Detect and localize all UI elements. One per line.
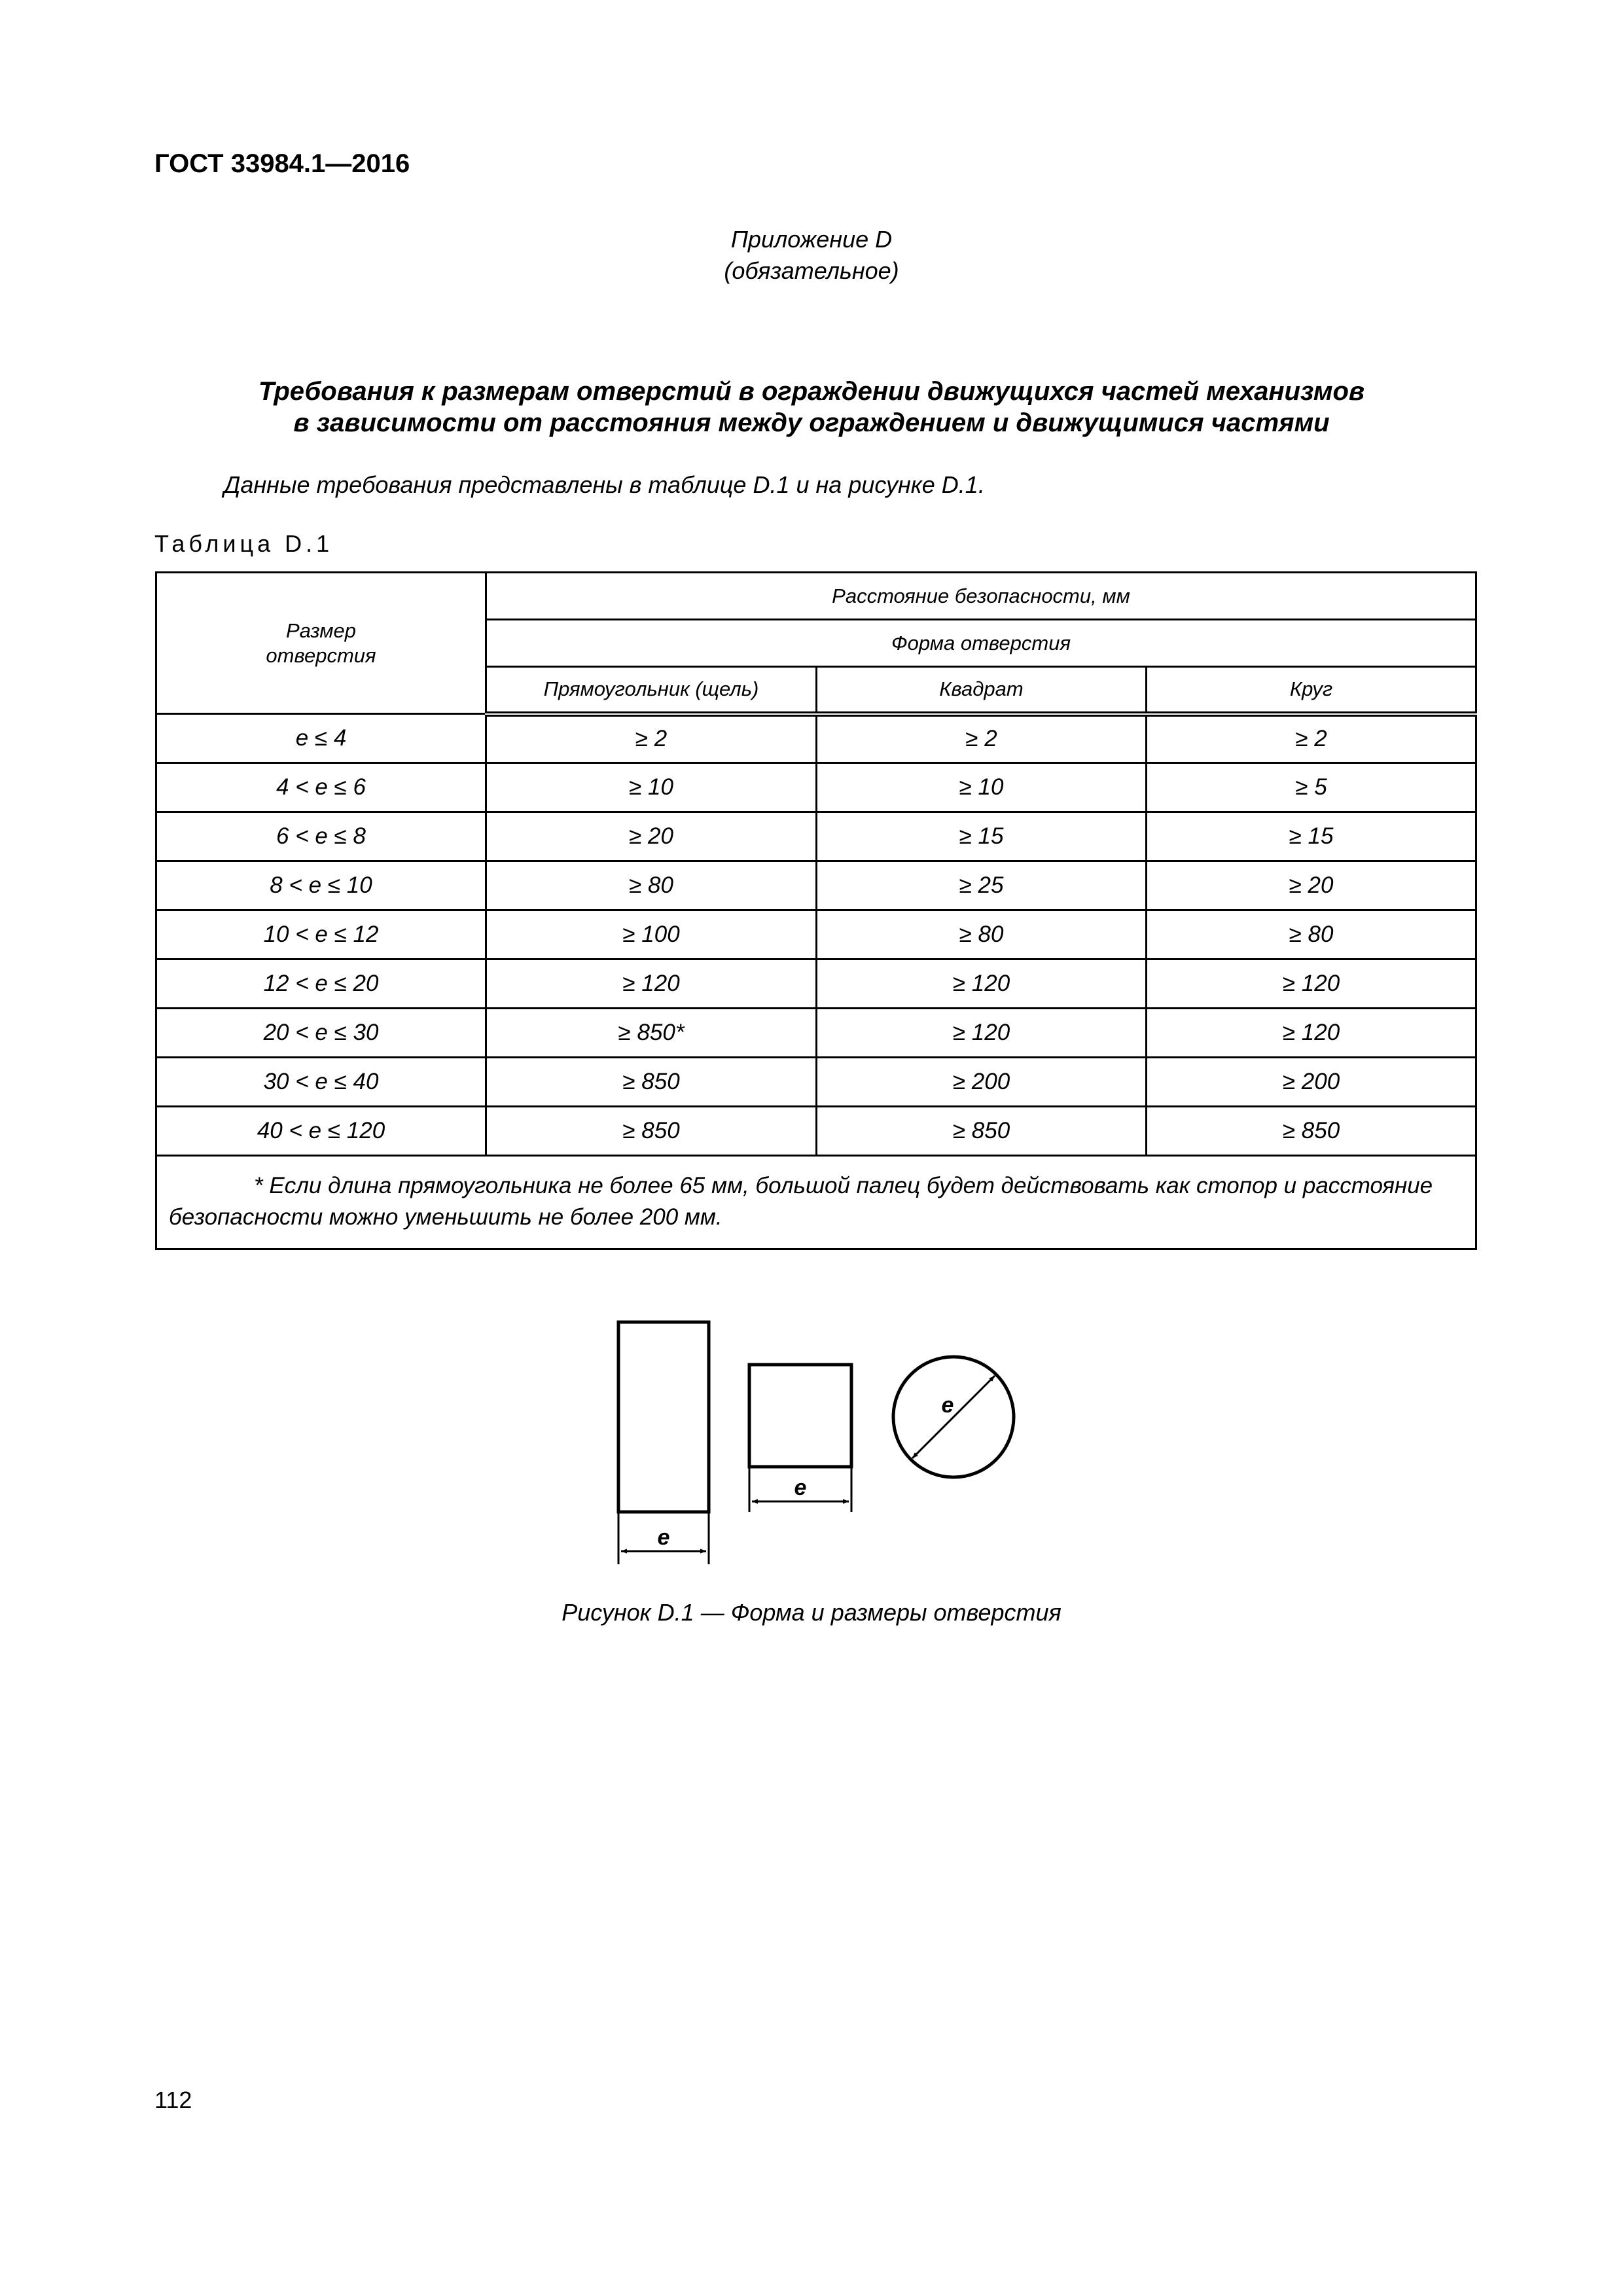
cell-opening-size: 30 < e ≤ 40: [156, 1058, 486, 1107]
section-heading-line-2: в зависимости от расстояния между ограждением и движущимися частями: [293, 408, 1330, 437]
cell-square-distance: ≥ 120: [817, 960, 1147, 1009]
cell-rectangle-distance: ≥ 850*: [486, 1009, 817, 1058]
cell-circle-distance: ≥ 2: [1147, 714, 1476, 763]
cell-circle-distance: ≥ 120: [1147, 960, 1476, 1009]
cell-square-distance: ≥ 80: [817, 910, 1147, 960]
cell-square-distance: ≥ 10: [817, 763, 1147, 812]
column-header-circle: Круг: [1147, 667, 1476, 714]
requirements-table: [155, 571, 1477, 1250]
cell-rectangle-distance: ≥ 850: [486, 1107, 817, 1156]
cell-opening-size: 4 < e ≤ 6: [156, 763, 486, 812]
cell-rectangle-distance: ≥ 80: [486, 861, 817, 910]
intro-paragraph: Данные требования представлены в таблице D.1 и на рисунке D.1.: [224, 471, 985, 498]
cell-square-distance: ≥ 2: [817, 714, 1147, 763]
table-row: [156, 1107, 1476, 1156]
cell-rectangle-distance: ≥ 2: [486, 714, 817, 763]
table-footnote: [156, 1156, 1476, 1249]
figure-caption: Рисунок D.1 — Форма и размеры отверстия: [562, 1599, 1061, 1626]
cell-circle-distance: ≥ 20: [1147, 861, 1476, 910]
table-row: [156, 960, 1476, 1009]
rectangle-dim-label: e: [657, 1525, 670, 1550]
column-header-square: Квадрат: [817, 667, 1147, 714]
cell-opening-size: 10 < e ≤ 12: [156, 910, 486, 960]
cell-opening-size: e ≤ 4: [156, 714, 486, 763]
header-safety-distance: Расстояние безопасности, мм: [486, 573, 1476, 620]
appendix-title: Приложение D: [730, 226, 893, 253]
cell-square-distance: ≥ 15: [817, 812, 1147, 861]
cell-circle-distance: ≥ 850: [1147, 1107, 1476, 1156]
table-row: [156, 812, 1476, 861]
table-row: [156, 763, 1476, 812]
circle-shape: [893, 1357, 1014, 1477]
cell-rectangle-distance: ≥ 850: [486, 1058, 817, 1107]
header-opening-size: Размер отверстия: [156, 573, 486, 714]
page-number: 112: [154, 2087, 192, 2113]
cell-rectangle-distance: ≥ 10: [486, 763, 817, 812]
header-opening-shape: Форма отверстия: [486, 620, 1476, 667]
table-row: [156, 1009, 1476, 1058]
cell-rectangle-distance: ≥ 120: [486, 960, 817, 1009]
document-header: ГОСТ 33984.1—2016: [154, 149, 410, 178]
cell-opening-size: 6 < e ≤ 8: [156, 812, 486, 861]
rectangle-shape: [618, 1322, 709, 1564]
cell-square-distance: ≥ 25: [817, 861, 1147, 910]
cell-rectangle-distance: ≥ 100: [486, 910, 817, 960]
appendix-status: (обязательное): [724, 257, 899, 284]
column-header-rectangle: Прямоугольник (щель): [486, 667, 817, 714]
cell-circle-distance: ≥ 200: [1147, 1058, 1476, 1107]
cell-opening-size: 12 < e ≤ 20: [156, 960, 486, 1009]
footnote-text: * Если длина прямоугольника не более 65 мм, большой палец будет действовать как стопор и расстояние безопасности можно уменьшить не более 200 мм.: [169, 1173, 1433, 1230]
cell-opening-size: 20 < e ≤ 30: [156, 1009, 486, 1058]
cell-opening-size: 40 < e ≤ 120: [156, 1107, 486, 1156]
cell-rectangle-distance: ≥ 20: [486, 812, 817, 861]
cell-square-distance: ≥ 850: [817, 1107, 1147, 1156]
table-row: [156, 714, 1476, 763]
cell-circle-distance: ≥ 15: [1147, 812, 1476, 861]
circle-dim-label: e: [941, 1393, 954, 1418]
square-shape: [749, 1365, 851, 1512]
cell-square-distance: ≥ 120: [817, 1009, 1147, 1058]
opening-shapes-figure: [589, 1302, 1034, 1577]
cell-square-distance: ≥ 200: [817, 1058, 1147, 1107]
table-row: [156, 910, 1476, 960]
cell-circle-distance: ≥ 5: [1147, 763, 1476, 812]
square-dim-label: e: [794, 1475, 807, 1500]
cell-opening-size: 8 < e ≤ 10: [156, 861, 486, 910]
cell-circle-distance: ≥ 120: [1147, 1009, 1476, 1058]
cell-circle-distance: ≥ 80: [1147, 910, 1476, 960]
section-heading-line-1: Требования к размерам отверстий в ограждении движущихся частей механизмов: [258, 377, 1365, 406]
table-caption: Таблица D.1: [154, 530, 334, 557]
table-row: [156, 1058, 1476, 1107]
table-row: [156, 861, 1476, 910]
